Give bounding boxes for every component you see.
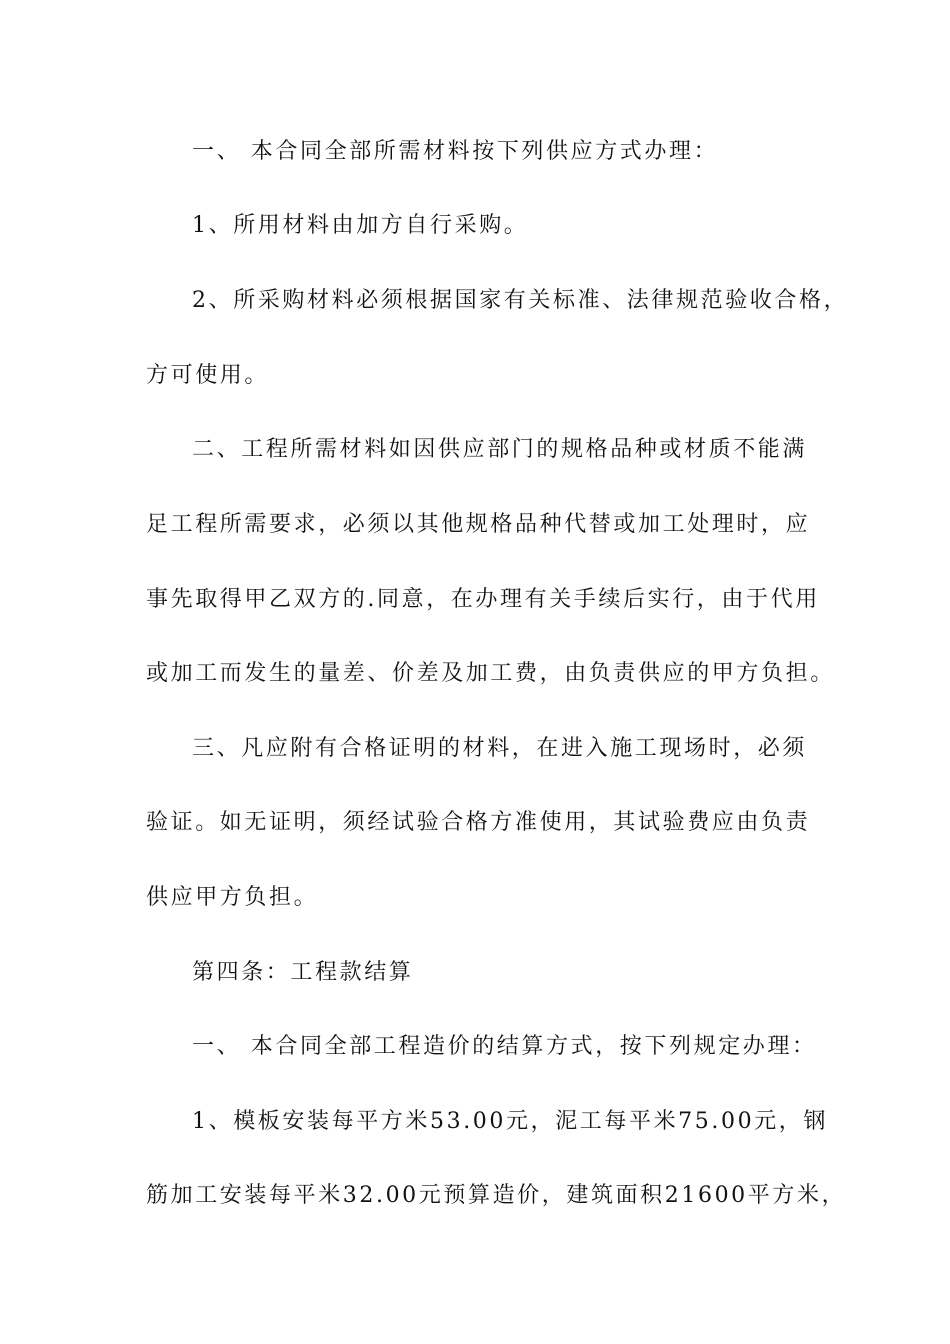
text-line-11: 供应甲方负担。	[146, 885, 319, 910]
text-line-15: 筋加工安装每平米32.00元预算造价，建筑面积21600平方米，	[146, 1183, 847, 1208]
text-line-8: 或加工而发生的量差、价差及加工费，由负责供应的甲方负担。	[146, 661, 835, 686]
text-line-3: 2、所采购材料必须根据国家有关标准、法律规范验收合格，	[192, 288, 849, 313]
text-line-6: 足工程所需要求，必须以其他规格品种代替或加工处理时，应	[146, 512, 811, 537]
text-line-2: 1、所用材料由加方自行采购。	[192, 213, 529, 238]
text-line-4: 方可使用。	[146, 363, 270, 388]
text-line-7: 事先取得甲乙双方的.同意，在办理有关手续后实行，由于代用	[146, 587, 820, 612]
text-line-9: 三、凡应附有合格证明的材料，在进入施工现场时，必须	[192, 736, 808, 761]
text-line-13: 一、 本合同全部工程造价的结算方式，按下列规定办理：	[192, 1034, 817, 1059]
text-line-10: 验证。如无证明，须经试验合格方准使用，其试验费应由负责	[146, 810, 811, 835]
text-line-14: 1、模板安装每平方米53.00元，泥工每平米75.00元，钢	[192, 1109, 828, 1134]
text-line-1: 一、 本合同全部所需材料按下列供应方式办理：	[192, 139, 719, 164]
text-line-5: 二、工程所需材料如因供应部门的规格品种或材质不能满	[192, 437, 808, 462]
section-heading: 第四条：工程款结算	[192, 960, 414, 985]
